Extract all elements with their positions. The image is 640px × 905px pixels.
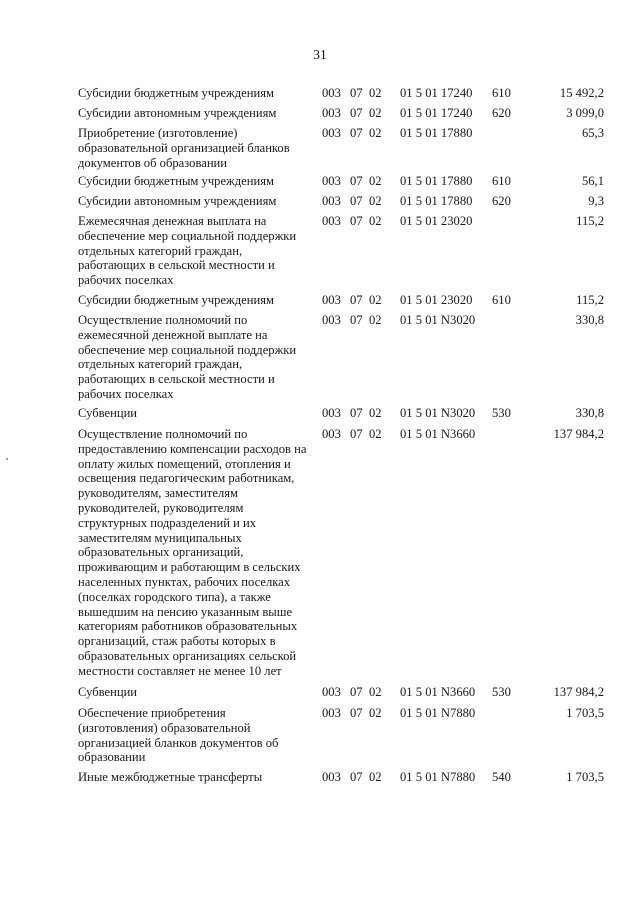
row-subsection: 02 [369,313,382,327]
row-target-article: 01 5 01 17880 [400,174,473,188]
row-expense-type [488,313,528,406]
row-subsection: 02 [369,126,382,140]
row-gov-code: 003 [322,86,341,100]
row-target-article: 01 5 01 N3020 [400,313,476,327]
row-target-article: 01 5 01 N7880 [400,706,476,720]
row-amount: 3 099,0 [566,106,604,120]
row-amount: 115,2 [576,293,604,307]
row-amount: 65,3 [581,126,604,140]
budget-table-body [78,86,604,790]
row-section: 07 [350,126,363,140]
row-section: 07 [350,685,363,699]
row-amount: 15 492,2 [559,86,604,100]
row-subsection: 02 [369,86,382,100]
row-amount: 137 984,2 [553,685,604,699]
row-amount: 1 703,5 [566,770,604,784]
row-expense-type [488,126,528,174]
budget-table [78,86,604,790]
row-subsection: 02 [369,770,382,784]
row-gov-code: 003 [322,770,341,784]
row-subsection: 02 [369,706,382,720]
row-target-article: 01 5 01 17880 [400,194,473,208]
row-target-article: 01 5 01 N3660 [400,685,476,699]
row-name: Иные межбюджетные трансферты [78,770,263,784]
row-amount: 137 984,2 [553,427,604,441]
row-name: Субвенции [78,406,138,420]
table-row [78,86,604,106]
row-amount: 9,3 [588,194,604,208]
row-expense-type: 620 [492,194,511,208]
row-subsection: 02 [369,685,382,699]
row-subsection: 02 [369,174,382,188]
row-section: 07 [350,194,363,208]
row-subsection: 02 [369,406,382,420]
table-row [78,685,604,706]
row-target-article: 01 5 01 17880 [400,126,473,140]
table-row [78,214,604,293]
row-target-article: 01 5 01 17240 [400,106,473,120]
row-gov-code: 003 [322,174,341,188]
row-amount: 330,8 [575,313,604,327]
table-row [78,406,604,427]
row-gov-code: 003 [322,214,341,228]
row-subsection: 02 [369,293,382,307]
table-row [78,194,604,214]
row-gov-code: 003 [322,427,341,441]
row-section: 07 [350,770,363,784]
table-row [78,706,604,770]
row-name: Приобретение (изготовление) образовательной организацией бланков документов об образовании [78,126,290,170]
table-row [78,427,604,685]
row-amount: 330,8 [575,406,604,420]
row-expense-type: 610 [492,293,511,307]
row-section: 07 [350,427,363,441]
row-name: Осуществление полномочий по ежемесячной денежной выплате на обеспечение мер социальной поддержки отдельных категорий граждан, работающих в сельской местности и рабочих поселках [78,313,297,401]
table-row [78,313,604,406]
row-expense-type: 530 [492,685,511,699]
row-subsection: 02 [369,427,382,441]
row-expense-type [488,214,528,293]
row-gov-code: 003 [322,194,341,208]
row-expense-type: 610 [492,174,511,188]
row-expense-type [488,427,528,685]
table-row [78,126,604,174]
row-expense-type: 530 [492,406,511,420]
row-amount: 56,1 [581,174,604,188]
row-name: Осуществление полномочий по предоставлению компенсации расходов на оплату жилых помещений, отопления и освещения педагогическим работникам, руководителям, заместителям руководителей, руководителям структурных подразделений и их заместителям муниципальных образовательных организаций, проживающим и работающим в сельских населенных пунктах, рабочих поселках (поселках городского типа), а также вышедшим на пенсию указанным выше категориям работников образовательных организаций, стаж работы которых в образовательных организациях сельской местности составляет не менее 10 лет [78,427,307,678]
row-subsection: 02 [369,106,382,120]
row-gov-code: 003 [322,685,341,699]
row-section: 07 [350,313,363,327]
page-number: 31 [313,47,327,62]
row-name: Обеспечение приобретения (изготовления) образовательной организацией бланков документов об образовании [78,706,279,765]
row-target-article: 01 5 01 N3660 [400,427,476,441]
row-name: Субсидии автономным учреждениям [78,194,277,208]
table-row [78,770,604,790]
row-target-article: 01 5 01 N7880 [400,770,476,784]
row-section: 07 [350,174,363,188]
row-name: Субсидии бюджетным учреждениям [78,86,274,100]
row-name: Субсидии бюджетным учреждениям [78,174,274,188]
table-row [78,293,604,313]
row-expense-type: 610 [492,86,511,100]
row-expense-type: 540 [492,770,511,784]
table-row [78,106,604,126]
row-target-article: 01 5 01 23020 [400,293,473,307]
row-gov-code: 003 [322,406,341,420]
row-gov-code: 003 [322,106,341,120]
row-section: 07 [350,214,363,228]
row-target-article: 01 5 01 23020 [400,214,473,228]
row-gov-code: 003 [322,293,341,307]
scan-speck [6,458,8,460]
row-section: 07 [350,406,363,420]
row-name: Субсидии бюджетным учреждениям [78,293,274,307]
row-expense-type: 620 [492,106,511,120]
row-subsection: 02 [369,194,382,208]
row-amount: 1 703,5 [566,706,604,720]
row-gov-code: 003 [322,706,341,720]
row-name: Субвенции [78,685,138,699]
row-amount: 115,2 [576,214,604,228]
row-name: Субсидии автономным учреждениям [78,106,277,120]
row-gov-code: 003 [322,313,341,327]
row-target-article: 01 5 01 N3020 [400,406,476,420]
row-subsection: 02 [369,214,382,228]
row-name: Ежемесячная денежная выплата на обеспечение мер социальной поддержки отдельных категорий граждан, работающих в сельской местности и рабочих поселках [78,214,297,288]
row-target-article: 01 5 01 17240 [400,86,473,100]
row-section: 07 [350,293,363,307]
row-section: 07 [350,86,363,100]
row-gov-code: 003 [322,126,341,140]
table-row [78,174,604,194]
row-section: 07 [350,706,363,720]
row-expense-type [488,706,528,770]
row-section: 07 [350,106,363,120]
